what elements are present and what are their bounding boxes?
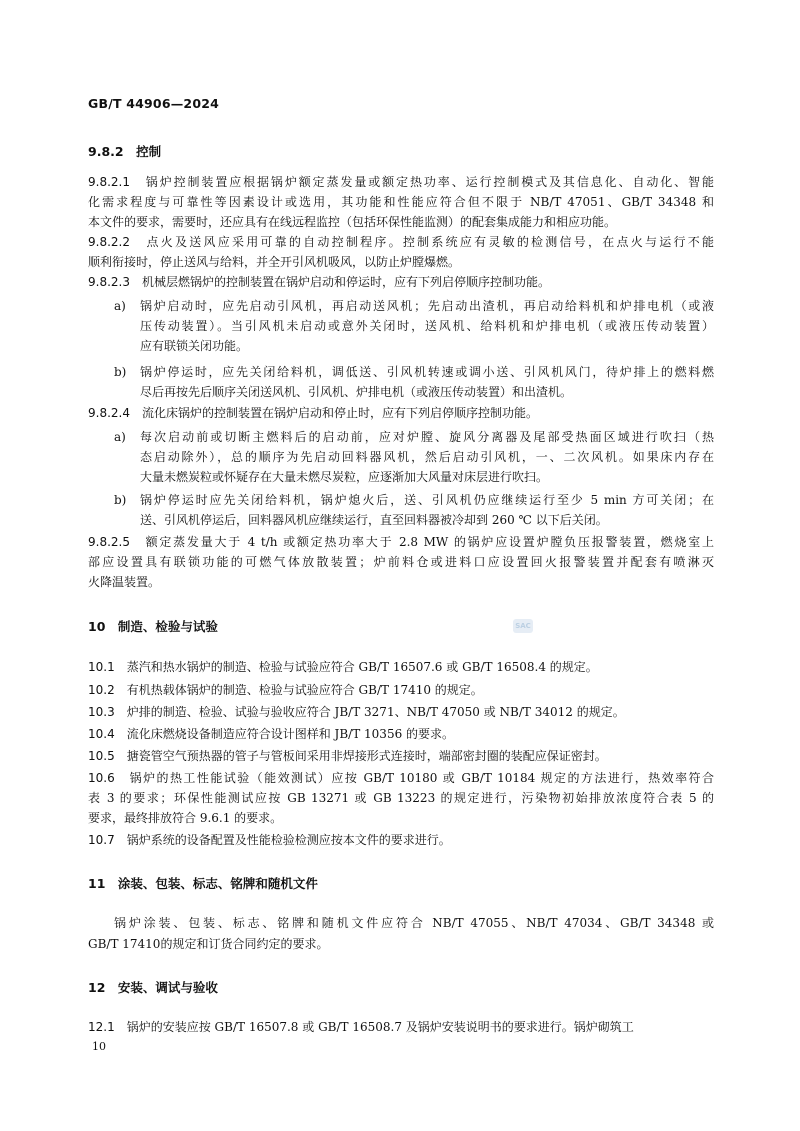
paragraph-line: 9.8.2.2 点火及送风应采用可靠的自动控制程序。控制系统应有灵敏的检测信号，在点火与运行不能 xyxy=(88,235,714,249)
list-label: a) xyxy=(114,299,126,313)
paragraph-line: 9.8.2.3 机械层燃锅炉的控制装置在锅炉启动和停运时，应有下列启停顺序控制功能。 xyxy=(88,275,551,289)
page-number: 10 xyxy=(92,1040,106,1053)
paragraph-line: 要求，最终排放符合 9.6.1 的要求。 xyxy=(88,811,283,825)
list-item-line: 尽后再按先后顺序关闭送风机、引风机、炉排电机（或液压传动装置）和出渣机。 xyxy=(140,385,573,399)
list-label: b) xyxy=(114,493,127,507)
paragraph-line: GB/T 17410的规定和订货合同约定的要求。 xyxy=(88,937,329,951)
clause-12-1: 12.1 锅炉的安装应按 GB/T 16507.8 或 GB/T 16508.7 及锅炉安装说明书的要求进行。锅炉砌筑工 xyxy=(88,1020,634,1034)
list-item-line: 锅炉停运时应先关闭给料机，锅炉熄火后，送、引风机仍应继续运行至少 5 min 方可关闭；在 xyxy=(140,493,714,507)
section-heading-11: 11 涂装、包装、标志、铭牌和随机文件 xyxy=(88,876,318,891)
clause-10-7: 10.7 锅炉系统的设备配置及性能检验检测应按本文件的要求进行。 xyxy=(88,833,451,847)
watermark-logo: SAC xyxy=(513,619,533,633)
section-heading-12: 12 安装、调试与验收 xyxy=(88,980,218,995)
list-item-line: 锅炉启动时，应先启动引风机，再启动送风机；先启动出渣机，再启动给料机和炉排电机（或液 xyxy=(140,299,714,313)
list-label: b) xyxy=(114,365,127,379)
paragraph-line: 9.8.2.4 流化床锅炉的控制装置在锅炉启动和停止时，应有下列启停顺序控制功能。 xyxy=(88,406,539,420)
section-heading-9-8-2: 9.8.2 控制 xyxy=(88,144,162,159)
paragraph-line: 顺利衔接时，停止送风与给料，并全开引风机吸风，以防止炉膛爆燃。 xyxy=(88,255,461,269)
paragraph-line: 本文件的要求，需要时，还应具有在线远程监控（包括环保性能监测）的配套集成能力和相应功能。 xyxy=(88,215,617,229)
list-item-line: 每次启动前或切断主燃料后的启动前，应对炉膛、旋风分离器及尾部受热面区域进行吹扫（热 xyxy=(140,430,714,444)
section-heading-10: 10 制造、检验与试验 xyxy=(88,619,218,634)
clause-10-5: 10.5 搪瓷管空气预热器的管子与管板间采用非焊接形式连接时，端部密封圈的装配应保证密封。 xyxy=(88,749,607,763)
list-item-line: 态启动除外），总的顺序为先启动回料器风机，然后启动引风机，一、二次风机。如果床内存在 xyxy=(140,450,714,464)
list-item-line: 送、引风机停运后，回料器风机应继续运行，直至回料器被冷却到 260 ℃ 以下后关闭。 xyxy=(140,513,608,527)
list-label: a) xyxy=(114,430,126,444)
list-item-line: 大量未燃炭粒或怀疑存在大量未燃尽炭粒，应逐渐加大风量对床层进行吹扫。 xyxy=(140,470,549,484)
paragraph-line: 火降温装置。 xyxy=(88,575,161,589)
list-item-line: 压传动装置）。当引风机未启动或意外关闭时，送风机、给料机和炉排电机（或液压传动装置） xyxy=(140,319,714,333)
paragraph-line: 表 3 的要求；环保性能测试应按 GB 13271 或 GB 13223 的规定进行，污染物初始排放浓度符合表 5 的 xyxy=(88,791,714,805)
paragraph-line: 9.8.2.5 额定蒸发量大于 4 t/h 或额定热功率大于 2.8 MW 的锅炉应设置炉膛负压报警装置，燃烧室上 xyxy=(88,535,714,549)
list-item-line: 应有联锁关闭功能。 xyxy=(140,339,249,353)
paragraph-line: 9.8.2.1 锅炉控制装置应根据锅炉额定蒸发量或额定热功率、运行控制模式及其信息化、自动化、智能 xyxy=(88,175,714,189)
document-id: GB/T 44906—2024 xyxy=(88,96,220,111)
clause-10-1: 10.1 蒸汽和热水锅炉的制造、检验与试验应符合 GB/T 16507.6 或 GB/T 16508.4 的规定。 xyxy=(88,660,598,674)
clause-10-3: 10.3 炉排的制造、检验、试验与验收应符合 JB/T 3271、NB/T 47050 或 NB/T 34012 的规定。 xyxy=(88,705,625,719)
clause-10-4: 10.4 流化床燃烧设备制造应符合设计图样和 JB/T 10356 的要求。 xyxy=(88,727,455,741)
clause-10-2: 10.2 有机热载体锅炉的制造、检验与试验应符合 GB/T 17410 的规定。 xyxy=(88,683,483,697)
clause-10-6: 10.6 锅炉的热工性能试验（能效测试）应按 GB/T 10180 或 GB/T 10184 规定的方法进行，热效率符合 xyxy=(88,771,714,785)
list-item-line: 锅炉停运时，应先关闭给料机，调低送、引风机转速或调小送、引风机风门，待炉排上的燃料燃 xyxy=(140,365,714,379)
paragraph-line: 锅炉涂装、包装、标志、铭牌和随机文件应符合 NB/T 47055、NB/T 47034、GB/T 34348 或 xyxy=(114,916,714,930)
paragraph-line: 部应设置具有联锁功能的可燃气体放散装置；炉前料仓或进料口应设置回火报警装置并配套有喷淋灭 xyxy=(88,555,714,569)
paragraph-line: 化需求程度与可靠性等因素设计或选用，其功能和性能应符合但不限于 NB/T 47051、GB/T 34348 和 xyxy=(88,195,714,209)
